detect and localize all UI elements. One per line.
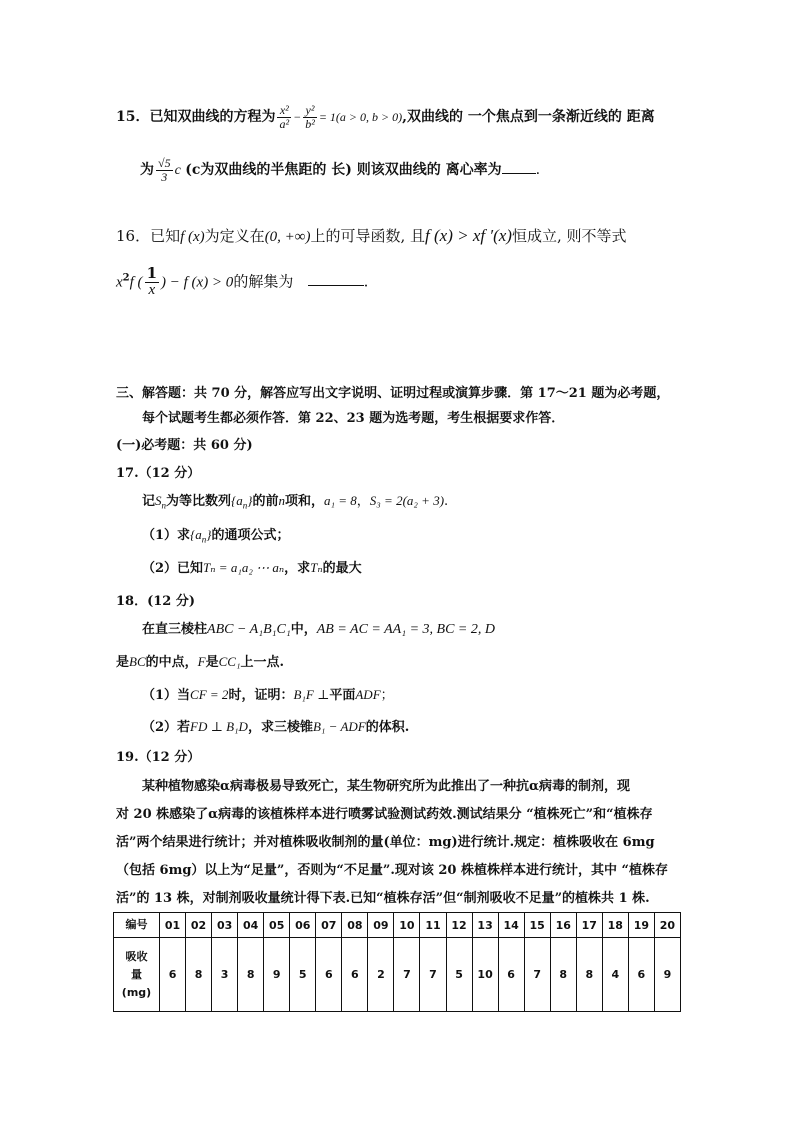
q17-line1: [142, 490, 448, 511]
q18-BC: BC: [129, 654, 146, 669]
q17-part2-c: 的最大: [322, 561, 362, 576]
q18-text-f: 上一点.: [240, 655, 285, 670]
table-cell-amount: 4: [602, 938, 628, 1012]
q18-heading: 18．(12 分): [116, 594, 196, 609]
q18-cf: CF = 2: [190, 687, 229, 702]
q16-frac-num: 1: [146, 264, 157, 282]
q17-text-c: 的前: [252, 494, 279, 509]
q15-frac-root5-den: 3: [161, 169, 168, 184]
table-cell-amount: 7: [420, 938, 446, 1012]
q15-frac-y: [303, 104, 317, 130]
table-cell-id: 01: [160, 913, 186, 938]
q16-text3: 恒成立, 则不等式: [511, 227, 627, 245]
table-cell-amount: 5: [446, 938, 472, 1012]
q18-part1-b: 时，证明：: [228, 688, 294, 703]
table-cell-amount: 2: [368, 938, 394, 1012]
q15-text2: ,双曲线的 一个焦点到一条渐近线的 距离: [402, 109, 655, 126]
table-cell-id: 03: [212, 913, 238, 938]
table-cell-amount: 6: [342, 938, 368, 1012]
q18-line2: [116, 651, 284, 670]
table-cell-id: 15: [524, 913, 550, 938]
table-cell-id: 04: [238, 913, 264, 938]
q19-line5: 活”的 13 株，对制剂吸收量统计得下表.已知“植株存活”但“制剂吸收不足量”的植株共 1 株.: [116, 891, 650, 906]
q17-Tn-eq: Tₙ = a₁a₂ ⋯ aₙ: [203, 560, 285, 575]
q16-interval: (0, +∞): [264, 229, 311, 245]
table-label-amount-2: 量: [131, 967, 142, 981]
q15-frac-y-den: b²: [305, 116, 315, 131]
q18-part1-a: （1）当: [142, 688, 191, 703]
q19-line4: （包括 6mg）以上为“足量”，否则为“不足量”.现对该 20 株植株样本进行统计，其中 “植株存: [116, 863, 668, 878]
table-cell-amount: 7: [524, 938, 550, 1012]
q18-adf: ADF: [355, 687, 381, 702]
q19-line3: 活”两个结果进行统计；并对植株吸收制剂的量(单位：mg)进行统计.规定：植株吸收在 6mg: [116, 835, 655, 850]
q17-Tn: Tₙ: [310, 560, 323, 575]
q15-frac-x: [277, 104, 291, 130]
q18-part2: [142, 716, 409, 735]
table-row-amounts: [114, 938, 681, 1012]
table-cell-id: 11: [420, 913, 446, 938]
table-cell-id: 12: [446, 913, 472, 938]
q16-frac-den: x: [148, 281, 156, 298]
q15-period: .: [535, 162, 541, 179]
table-cell-amount: 6: [628, 938, 654, 1012]
q18-text-a: 在直三棱柱: [142, 622, 208, 637]
q17-text-d: 项和，: [284, 494, 324, 509]
q17-part1-a: （1）求: [142, 528, 191, 543]
q16-text4: 的解集为: [233, 272, 294, 291]
table-cell-id: 05: [264, 913, 290, 938]
q16-answer-blank: [308, 285, 364, 286]
q15-text1: 已知双曲线的方程为: [149, 109, 276, 126]
table-label-amount-3: (mg): [121, 985, 152, 999]
table-cell-id: 19: [628, 913, 654, 938]
table-cell-amount: 9: [654, 938, 680, 1012]
q18-equalities: AB = AC = AA₁ = 3, BC = 2, D: [316, 622, 495, 637]
table-cell-id: 18: [602, 913, 628, 938]
q15-minus: −: [293, 110, 302, 125]
table-cell-amount: 5: [290, 938, 316, 1012]
q18-CC1: CC₁: [218, 654, 241, 669]
table-label-amount-1: 吸收: [125, 949, 148, 963]
absorption-table: [113, 912, 681, 1012]
q17-eq1: a₁ = 8: [323, 493, 357, 508]
q18-line1: [142, 618, 495, 638]
table-cell-id: 02: [186, 913, 212, 938]
q18-b1f: B₁F ⊥: [293, 687, 330, 702]
table-cell-amount: 6: [316, 938, 342, 1012]
q17-an-sub: n: [242, 500, 248, 511]
q16-line1: [116, 225, 627, 246]
q16-text2: 上的可导函数, 且: [310, 227, 426, 245]
q18-text-e: 是: [205, 655, 219, 670]
q15-number: 15．: [116, 109, 150, 126]
table-cell-id: 20: [654, 913, 680, 938]
q17-text-a: 记: [142, 494, 156, 509]
table-cell-amount: 10: [472, 938, 498, 1012]
q17-an-close: }: [247, 493, 253, 508]
q17-part2-b: ，求: [284, 561, 311, 576]
q17-part1-an: {a: [190, 527, 202, 542]
table-cell-id: 13: [472, 913, 498, 938]
table-cell-id: 16: [550, 913, 576, 938]
q17-part1-an-sub: n: [201, 534, 207, 545]
q18-part2-b: ，求三棱锥: [247, 720, 313, 735]
q15-frac-x-num: x²: [277, 104, 291, 118]
q15-text4: (c为双曲线的半焦距的 长) 则该双曲线的 离心率为: [185, 162, 502, 179]
q15-frac-root5: [156, 157, 173, 183]
q16-inequality: f (x) > xf ′(x): [425, 226, 512, 245]
table-cell-amount: 6: [160, 938, 186, 1012]
q16-line2: [116, 266, 368, 299]
q15-line2: [140, 157, 540, 183]
q17-part1-an-close: }: [206, 527, 212, 542]
table-cell-amount: 8: [238, 938, 264, 1012]
q15-line1: [116, 104, 655, 130]
table-cell-amount: 8: [550, 938, 576, 1012]
q17-S: S: [155, 493, 162, 508]
q18-b1adf: B₁ − ADF: [312, 719, 366, 734]
table-cell-id: 14: [498, 913, 524, 938]
table-cell-amount: 3: [212, 938, 238, 1012]
table-cell-id: 10: [394, 913, 420, 938]
section3-line2: 每个试题考生都必须作答．第 22、23 题为选考题，考生根据要求作答．: [142, 411, 565, 426]
q17-n: n: [278, 493, 285, 508]
q15-frac-y-num: y²: [303, 104, 317, 118]
q16-x: x: [116, 274, 123, 291]
table-cell-id: 06: [290, 913, 316, 938]
table-cell-id: 07: [316, 913, 342, 938]
q16-rest: ) − f (x) > 0: [161, 274, 234, 291]
table-cell-amount: 9: [264, 938, 290, 1012]
q18-part1-d: ；: [380, 688, 394, 703]
q17-eq2: S₃ = 2(a₂ + 3): [369, 493, 445, 508]
table-cell-id: 08: [342, 913, 368, 938]
q15-c: c: [174, 163, 181, 179]
q19-heading: 19.（12 分）: [116, 750, 201, 765]
q18-F: F: [197, 654, 206, 669]
q18-part2-c: 的体积.: [365, 720, 410, 735]
q17-part2-a: （2）已知: [142, 561, 204, 576]
q18-prism: ABC − A₁B₁C₁: [207, 622, 291, 637]
q18-text-c: 是: [116, 655, 130, 670]
q17-dot: .: [444, 494, 449, 509]
table-cell-id: 17: [576, 913, 602, 938]
q16-text1: 为定义在: [204, 227, 265, 245]
q17-part2: [142, 557, 362, 576]
q19-line1: 某种植物感染α病毒极易导致死亡，某生物研究所为此推出了一种抗α病毒的制剂，现: [142, 779, 631, 794]
section3-line1: 三、解答题：共 70 分，解答应写出文字说明、证明过程或演算步骤．第 17～21 题为必考题，: [116, 386, 670, 401]
table-row-ids: [114, 913, 681, 938]
q17-part1: [142, 524, 289, 545]
table-cell-amount: 8: [186, 938, 212, 1012]
table-cell-amount: 6: [498, 938, 524, 1012]
q19-line2: 对 20 株感染了α病毒的该植株样本进行喷雾试验测试药效.测试结果分 “植株死亡”和“植株存: [116, 807, 653, 822]
q15-frac-x-den: a²: [279, 116, 290, 131]
section3-line3: (一)必考题：共 60 分): [116, 438, 253, 453]
q18-text-d: 的中点，: [145, 655, 198, 670]
q16-f-open: f (: [129, 274, 143, 291]
q18-part2-a: （2）若: [142, 720, 191, 735]
q17-an: {a: [231, 493, 243, 508]
table-label-id: 编号: [114, 913, 160, 938]
q15-eq-rest: = 1(a > 0, b > 0): [318, 110, 403, 125]
q15-answer-blank: [502, 173, 536, 174]
q17-comma: ，: [356, 494, 370, 509]
table-cell-amount: 7: [394, 938, 420, 1012]
q16-frac: [145, 266, 159, 299]
q15-frac-root5-num: √5: [158, 156, 171, 170]
table-cell-amount: 8: [576, 938, 602, 1012]
q17-part1-b: 的通项公式；: [211, 528, 290, 543]
q15-text3: 为: [140, 162, 154, 179]
q18-text-b: 中，: [290, 622, 317, 637]
q16-fx: f (x): [180, 229, 205, 245]
q16-number: 16．已知: [116, 227, 181, 245]
q16-sup2: 2: [122, 272, 130, 284]
q18-fd: FD ⊥ B₁D: [190, 719, 248, 734]
q17-S-sub: n: [161, 500, 167, 511]
table-cell-id: 09: [368, 913, 394, 938]
q18-part1-c: 平面: [329, 688, 356, 703]
q18-part1: [142, 684, 394, 703]
q17-text-b: 为等比数列: [166, 494, 232, 509]
q17-heading: 17.（12 分）: [116, 466, 201, 481]
q16-period: .: [363, 272, 369, 291]
table-label-amount: [114, 938, 160, 1012]
